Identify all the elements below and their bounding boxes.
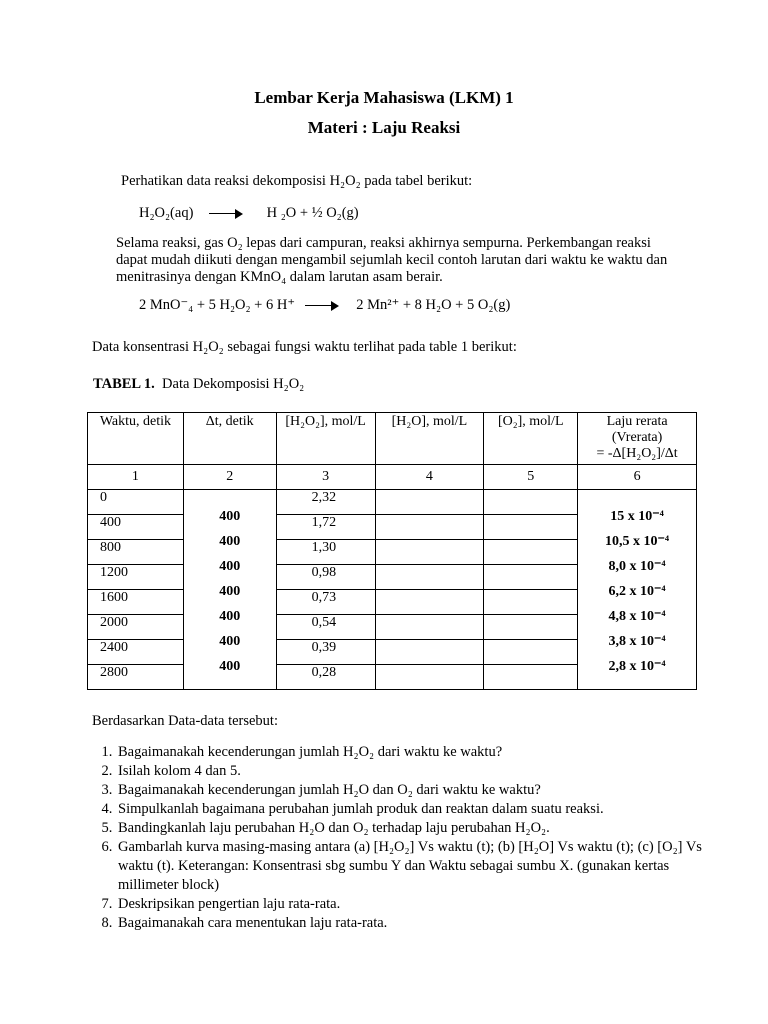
header-laju bbox=[578, 413, 697, 465]
equation-2-right: 2 Mn²⁺ + 8 H₂O + 5 O₂(g) bbox=[356, 297, 511, 313]
o2-cell bbox=[484, 515, 578, 540]
column-number-row bbox=[88, 465, 697, 490]
delta-t-value: 400 bbox=[219, 634, 241, 649]
table-label: TABEL 1. bbox=[93, 376, 155, 392]
h2o2-cell: 0,39 bbox=[276, 640, 375, 665]
question-item: 4. Simpulkanlah bagaimana perubahan jumlah produk dan reaktan dalam suatu reaksi. bbox=[116, 800, 706, 819]
h2o-cell bbox=[375, 565, 484, 590]
col-number: 4 bbox=[375, 465, 484, 490]
waktu-cell: 400 bbox=[88, 515, 184, 540]
waktu-cell: 2800 bbox=[88, 665, 184, 690]
h2o2-cell: 2,32 bbox=[276, 490, 375, 515]
header-h2o2: [H₂O₂], mol/L bbox=[276, 413, 375, 465]
table-title bbox=[93, 376, 304, 393]
o2-cell bbox=[484, 665, 578, 690]
table-header-row bbox=[88, 413, 697, 465]
header-laju-line3: = -Δ[H₂O₂]/Δt bbox=[596, 446, 678, 461]
question-item: 6. Gambarlah kurva masing-masing antara (a) [H₂O₂] Vs waktu (t); (b) [H₂O] Vs waktu (t); (c) [O₂] Vs waktu (t). Keterangan: Konsentrasi sbg sumbu Y dan Waktu sebagai sumbu X. (gunakan kertas millimeter block) bbox=[116, 838, 706, 895]
h2o-cell bbox=[375, 640, 484, 665]
h2o-cell bbox=[375, 615, 484, 640]
col-number: 1 bbox=[88, 465, 184, 490]
laju-value: 4,8 x 10⁻⁴ bbox=[608, 609, 666, 624]
waktu-cell: 1200 bbox=[88, 565, 184, 590]
laju-column bbox=[578, 490, 697, 690]
h2o2-cell: 0,54 bbox=[276, 615, 375, 640]
h2o2-cell: 1,30 bbox=[276, 540, 375, 565]
h2o-cell bbox=[375, 490, 484, 515]
reaction-arrow-icon bbox=[305, 301, 339, 311]
equation-1-left: H₂O₂(aq) bbox=[139, 205, 194, 221]
header-waktu: Waktu, detik bbox=[88, 413, 184, 465]
waktu-cell: 0 bbox=[88, 490, 184, 515]
col-number: 2 bbox=[183, 465, 276, 490]
header-o2: [O₂], mol/L bbox=[484, 413, 578, 465]
reaction-arrow-icon bbox=[209, 209, 243, 219]
col-number: 3 bbox=[276, 465, 375, 490]
col-number: 5 bbox=[484, 465, 578, 490]
question-item: 5. Bandingkanlah laju perubahan H₂O dan O₂ terhadap laju perubahan H₂O₂. bbox=[116, 819, 706, 838]
delta-t-value: 400 bbox=[219, 534, 241, 549]
table-caption: Data Dekomposisi H₂O₂ bbox=[162, 376, 305, 392]
h2o-cell bbox=[375, 590, 484, 615]
question-item: 7. Deskripsikan pengertian laju rata-rata. bbox=[116, 895, 706, 914]
h2o2-cell: 0,98 bbox=[276, 565, 375, 590]
laju-value: 10,5 x 10⁻⁴ bbox=[605, 534, 670, 549]
waktu-cell: 2000 bbox=[88, 615, 184, 640]
header-delta-t: Δt, detik bbox=[183, 413, 276, 465]
equation-1-right: H ₂O + ½ O₂(g) bbox=[266, 205, 359, 221]
decomposition-table bbox=[87, 412, 697, 690]
o2-cell bbox=[484, 640, 578, 665]
equation-2-left: 2 MnO⁻₄ + 5 H₂O₂ + 6 H⁺ bbox=[139, 297, 295, 313]
data-intro: Data konsentrasi H₂O₂ sebagai fungsi waktu terlihat pada table 1 berikut: bbox=[92, 339, 517, 355]
h2o2-cell: 0,73 bbox=[276, 590, 375, 615]
equation-1 bbox=[139, 205, 359, 222]
description-paragraph: Selama reaksi, gas O₂ lepas dari campuran, reaksi akhirnya sempurna. Perkembangan reaksi dapat mudah diikuti dengan mengambil sejumlah kecil contoh larutan dari waktu ke waktu dan menitrasinya dengan KMnO₄ dalam larutan asam berair. bbox=[116, 235, 668, 285]
waktu-cell: 800 bbox=[88, 540, 184, 565]
page-subtitle: Materi : Laju Reaksi bbox=[307, 118, 461, 137]
col-number: 6 bbox=[578, 465, 697, 490]
laju-value: 15 x 10⁻⁴ bbox=[610, 509, 664, 524]
page-title: Lembar Kerja Mahasiswa (LKM) 1 bbox=[254, 88, 514, 107]
delta-t-value: 400 bbox=[219, 659, 241, 674]
h2o2-cell: 0,28 bbox=[276, 665, 375, 690]
header-laju-line2: (Vrerata) bbox=[611, 430, 663, 445]
o2-cell bbox=[484, 615, 578, 640]
questions-intro: Berdasarkan Data-data tersebut: bbox=[92, 713, 278, 729]
intro-text: Perhatikan data reaksi dekomposisi H₂O₂ pada tabel berikut: bbox=[121, 173, 473, 189]
question-item: 2. Isilah kolom 4 dan 5. bbox=[116, 762, 706, 781]
h2o-cell bbox=[375, 540, 484, 565]
header-h2o: [H₂O], mol/L bbox=[375, 413, 484, 465]
laju-value: 2,8 x 10⁻⁴ bbox=[608, 659, 666, 674]
h2o2-cell: 1,72 bbox=[276, 515, 375, 540]
question-list bbox=[92, 743, 706, 933]
laju-value: 8,0 x 10⁻⁴ bbox=[608, 559, 666, 574]
o2-cell bbox=[484, 540, 578, 565]
delta-t-column bbox=[183, 490, 276, 690]
o2-cell bbox=[484, 565, 578, 590]
waktu-cell: 2400 bbox=[88, 640, 184, 665]
waktu-cell: 1600 bbox=[88, 590, 184, 615]
delta-t-value: 400 bbox=[219, 584, 241, 599]
delta-t-value: 400 bbox=[219, 559, 241, 574]
h2o-cell bbox=[375, 665, 484, 690]
delta-t-value: 400 bbox=[219, 509, 241, 524]
question-item: 1. Bagaimanakah kecenderungan jumlah H₂O₂ dari waktu ke waktu? bbox=[116, 743, 706, 762]
question-item: 3. Bagaimanakah kecenderungan jumlah H₂O dan O₂ dari waktu ke waktu? bbox=[116, 781, 706, 800]
h2o-cell bbox=[375, 515, 484, 540]
laju-value: 6,2 x 10⁻⁴ bbox=[608, 584, 666, 599]
delta-t-value: 400 bbox=[219, 609, 241, 624]
o2-cell bbox=[484, 590, 578, 615]
table-row bbox=[88, 490, 697, 515]
equation-2 bbox=[139, 297, 510, 314]
question-item: 8. Bagaimanakah cara menentukan laju rata-rata. bbox=[116, 914, 706, 933]
laju-value: 3,8 x 10⁻⁴ bbox=[608, 634, 666, 649]
header-laju-line1: Laju rerata bbox=[606, 414, 668, 429]
o2-cell bbox=[484, 490, 578, 515]
